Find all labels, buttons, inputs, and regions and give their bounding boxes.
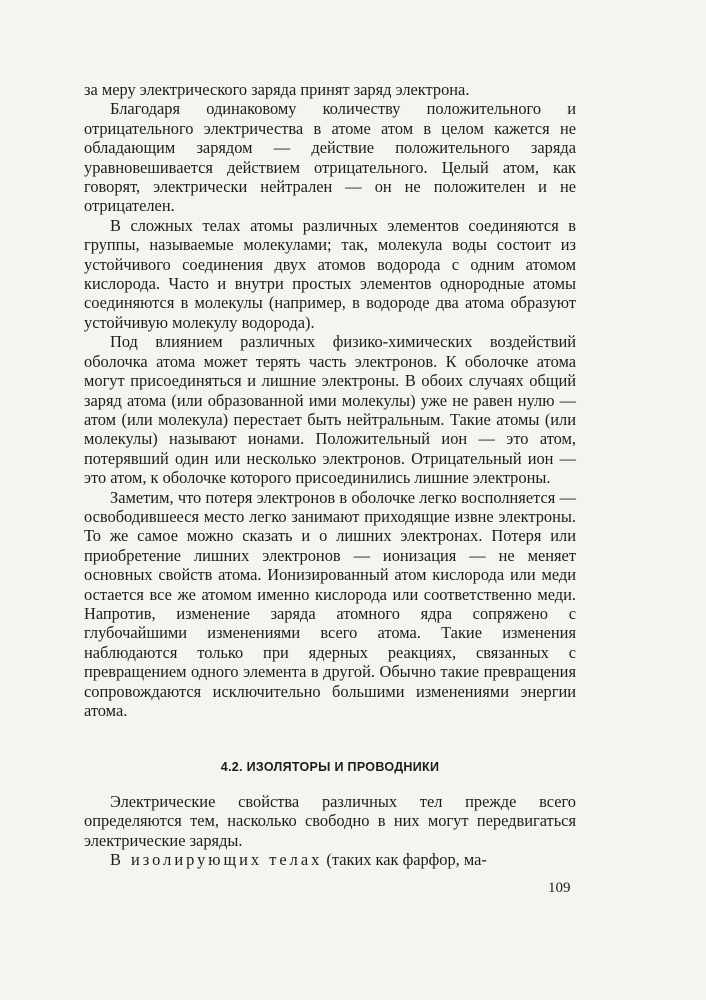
section-heading: 4.2. ИЗОЛЯТОРЫ И ПРОВОДНИКИ: [220, 760, 440, 774]
section-body-text: [84, 792, 576, 870]
insulators-emphasis: В изолирующих телах: [110, 850, 323, 870]
paragraph-molecules: В сложных телах атомы различных элементов соединяются в группы, называемые молекулами; так, молекула воды состоит из устойчивого соединения двух атомов водорода с одним атомом кислорода. Часто и внутри простых элементов однородные атомы соединяются в молекулы (например, в водороде два атома образуют устойчивую молекулу водорода).: [84, 215, 576, 332]
paragraph-ions: Под влиянием различных физико-химических воздействий оболочка атома может терять часть электронов. К оболочке атома могут присоединяться и лишние электроны. В обоих случаях общий заряд атома (или образованной ими молекулы) уже не равен нулю — атом (или молекула) перестает быть нейтральным. Такие атомы (или молекулы) называют ионами. Положительный ион — это атом, потерявший один или несколько электронов. Отрицательный ион — это атом, к оболочке которого присоединились лишние электроны.: [84, 332, 576, 488]
page-number: 109: [548, 880, 571, 896]
body-text: [84, 80, 576, 720]
paragraph-ionization: Заметим, что потеря электронов в оболочке легко восполняется — освободившееся место легко занимают приходящие извне электроны. То же самое можно сказать и о лишних электронах. Потеря или приобретение лишних электронов — ионизация — не меняет основных свойств атома. Ионизированный атом кислорода или меди остается все же атомом именно кислорода или соответственно меди. Напротив, изменение заряда атомного ядра сопряжено с глубочайшими изменениями всего атома. Такие изменения наблюдаются только при ядерных реакциях, связанных с превращением одного элемента в другой. Обычно такие превращения сопровождаются исключительно большими изменениями энергии атома.: [84, 487, 576, 720]
paragraph-continuation: за меру электрического заряда принят заряд электрона.: [84, 80, 470, 99]
paragraph-electrical-properties: Электрические свойства различных тел прежде всего определяются тем, насколько свободно в них могут передвигаться электрические заряды.: [84, 792, 576, 850]
paragraph-insulators: [84, 850, 576, 869]
paragraph-neutral-atom: Благодаря одинаковому количеству положительного и отрицательного электричества в атоме атом в целом кажется не обладающим зарядом — действие положительного заряда уравновешивается действием отрицательного. Целый атом, как говорят, электрически нейтрален — он не положителен и не отрицателен.: [84, 99, 576, 216]
insulators-rest: (таких как фарфор, ма-: [322, 850, 487, 870]
